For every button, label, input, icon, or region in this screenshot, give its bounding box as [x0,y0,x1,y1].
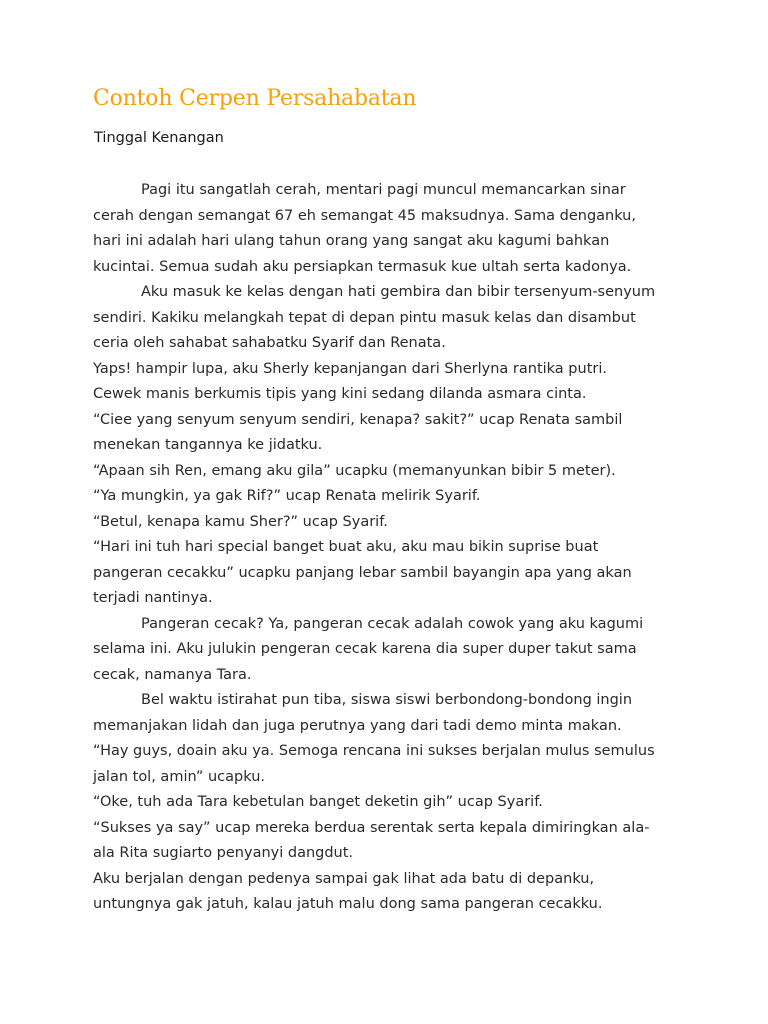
text-line: “Oke, tuh ada Tara kebetulan banget deketin gih” ucap Syarif. [93,794,543,810]
text-line: “Hay guys, doain aku ya. Semoga rencana ini sukses berjalan mulus semulus [93,743,655,759]
text-line: selama ini. Aku julukin pengeran cecak karena dia super duper takut sama [93,641,637,657]
text-line: memanjakan lidah dan juga perutnya yang dari tadi demo minta makan. [93,717,622,734]
text-line: “Sukses ya say” ucap mereka berdua serentak serta kepala dimiringkan ala- [93,819,650,836]
text-line: ceria oleh sahabat sahabatku Syarif dan Renata. [93,335,446,351]
text-line: Aku masuk ke kelas dengan hati gembira dan bibir tersenyum-senyum [141,284,656,300]
text-line: cecak, namanya Tara. [93,666,252,683]
text-line: Bel waktu istirahat pun tiba, siswa siswi berbondong-bondong ingin [141,692,633,708]
text-line: cerah dengan semangat 67 eh semangat 45 maksudnya. Sama denganku, [93,207,636,224]
text-line: sendiri. Kakiku melangkah tepat di depan pintu masuk kelas dan disambut [93,309,636,326]
text-line: “Hari ini tuh hari special banget buat aku, aku mau bikin suprise buat [93,539,599,555]
text-line: jalan tol, amin” ucapku. [93,768,265,785]
text-line: kucintai. Semua sudah aku persiapkan termasuk kue ultah serta kadonya. [93,258,632,275]
text-line: terjadi nantinya. [93,590,213,606]
text-line: Pangeran cecak? Ya, pangeran cecak adalah cowok yang aku kagumi [141,615,644,632]
text-line: “Ciee yang senyum senyum sendiri, kenapa? sakit?” ucap Renata sambil [93,411,623,428]
text-line: pangeran cecakku” ucapku panjang lebar sambil bayangin apa yang akan [93,564,632,581]
text-line: menekan tangannya ke jidatku. [93,437,323,453]
page-title: Contoh Cerpen Persahabatan [93,86,417,111]
text-line: Cewek manis berkumis tipis yang kini sedang dilanda asmara cinta. [93,386,587,402]
text-line: Aku berjalan dengan pedenya sampai gak lihat ada batu di depanku, [93,870,595,887]
story-body [93,178,673,918]
text-line: Yaps! hampir lupa, aku Sherly kepanjangan dari Sherlyna rantika putri. [93,360,607,377]
story-subtitle: Tinggal Kenangan [94,130,224,146]
text-line: “Apaan sih Ren, emang aku gila” ucapku (memanyunkan bibir 5 meter). [93,462,616,479]
text-line: “Betul, kenapa kamu Sher?” ucap Syarif. [93,513,388,530]
text-line: hari ini adalah hari ulang tahun orang yang sangat aku kagumi bahkan [93,233,610,249]
text-line: Pagi itu sangatlah cerah, mentari pagi muncul memancarkan sinar [141,182,626,198]
text-line: ala Rita sugiarto penyanyi dangdut. [93,845,354,861]
text-line: untungnya gak jatuh, kalau jatuh malu dong sama pangeran cecakku. [93,896,603,912]
text-line: “Ya mungkin, ya gak Rif?” ucap Renata melirik Syarif. [93,488,481,504]
